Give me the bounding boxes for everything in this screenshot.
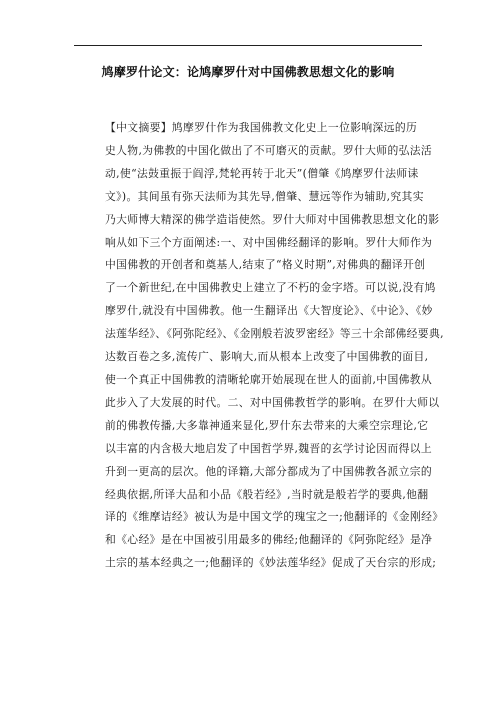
document-title: 鸠摩罗什论文：论鸠摩罗什对中国佛教思想文化的影响 bbox=[101, 65, 395, 79]
body-line: 此步入了大发展的时代。二、对中国佛教哲学的影响。在罗什大师以 bbox=[105, 395, 440, 409]
body-line: 响从如下三个方面阐述:一、对中国佛经翻译的影响。罗什大师作为 bbox=[105, 235, 433, 249]
body-line: 【中文摘要】鸠摩罗什作为我国佛教文化史上一位影响深远的历 bbox=[105, 121, 418, 134]
body-line: 使一个真正中国佛教的清晰轮廓开始展现在世人的面前,中国佛教从 bbox=[105, 372, 433, 386]
body-line: 以丰富的内含极大地启发了中国哲学界,魏晋的玄学讨论因而得以上 bbox=[105, 441, 433, 455]
body-line: 中国佛教的开创者和奠基人,结束了“格义时期”,对佛典的翻译开创 bbox=[105, 258, 426, 272]
body-line: 土宗的基本经典之一;他翻译的《妙法莲华经》促成了天台宗的形成; bbox=[105, 556, 437, 570]
body-line: 了一个新世纪,在中国佛教史上建立了不朽的金字塔。可以说,没有鸠 bbox=[105, 281, 436, 295]
body-line: 摩罗什,就没有中国佛教。他一生翻译出《大智度论》、《中论》、《妙 bbox=[105, 304, 433, 318]
body-line: 和《心经》是在中国被引用最多的佛经;他翻译的《阿弥陀经》是净 bbox=[105, 533, 433, 547]
body-line: 译的《维摩诘经》被认为是中国文学的瑰宝之一;他翻译的《金刚经》 bbox=[105, 510, 444, 524]
abstract-body bbox=[105, 117, 444, 575]
body-line: 文》)。其间虽有弥天法师为其先导,僧肇、慧远等作为辅助,究其实 bbox=[105, 189, 424, 203]
body-line: 法莲华经》、《阿弥陀经》、《金刚般若波罗密经》等三十余部佛经要典, bbox=[105, 327, 444, 341]
body-line: 升到一更高的层次。他的译籍,大部分都成为了中国佛教各派立宗的 bbox=[105, 464, 433, 478]
body-line: 乃大师博大精深的佛学造诣使然。罗什大师对中国佛教思想文化的影 bbox=[105, 212, 440, 226]
body-line: 动,使“法鼓重振于阎浮,梵轮再转于北天”(僧肇《鸠摩罗什法师诔 bbox=[105, 166, 419, 180]
body-line: 史人物,为佛教的中国化做出了不可磨灭的贡献。罗什大师的弘法活 bbox=[105, 143, 433, 157]
header-rule bbox=[74, 45, 422, 46]
body-line: 前的佛教传播,大多靠神通来显化,罗什东去带来的大乘空宗理论,它 bbox=[105, 418, 429, 432]
body-line: 达数百卷之多,流传广、影响大,而从根本上改变了中国佛教的面目, bbox=[105, 350, 429, 364]
body-line: 经典依据,所译大品和小品《般若经》,当时就是般若学的要典,他翻 bbox=[105, 487, 429, 501]
